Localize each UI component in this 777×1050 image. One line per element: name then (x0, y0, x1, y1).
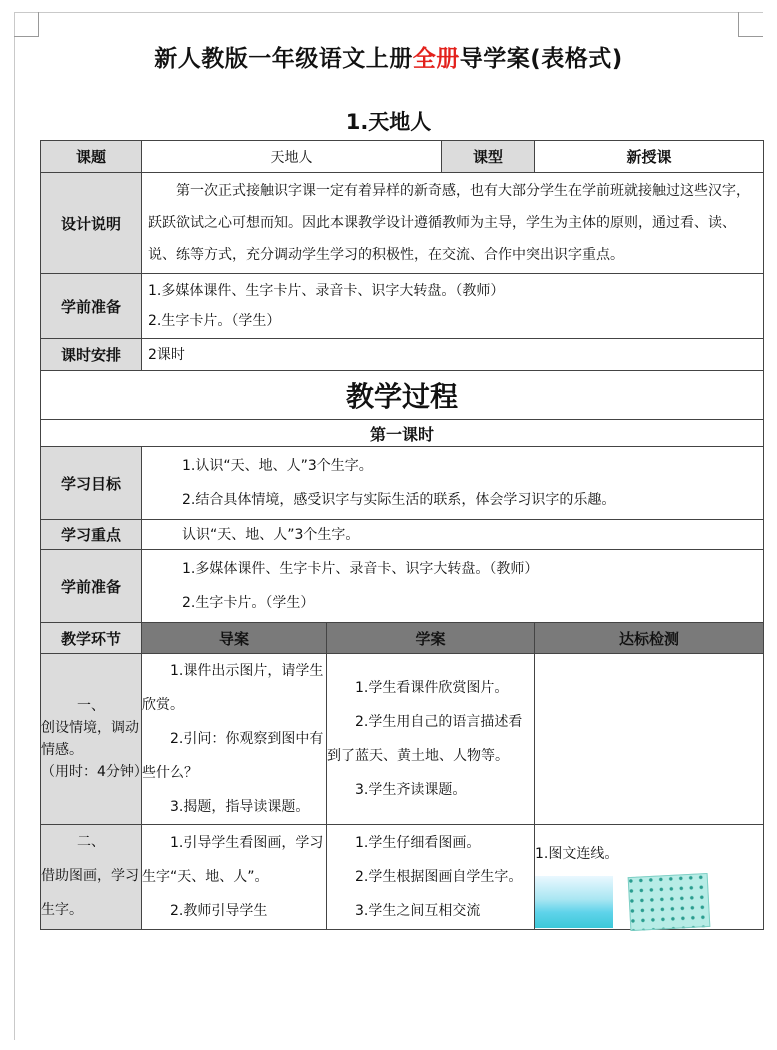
prep-label: 学前准备 (41, 274, 142, 339)
step-check (535, 825, 764, 930)
topic-label: 课题 (41, 141, 142, 173)
topic-value: 天地人 (142, 141, 442, 173)
step-row-1 (41, 654, 764, 825)
header-stage: 教学环节 (41, 623, 142, 654)
crop-mark-top-right (738, 12, 763, 37)
step-guide: 1.引导学生看图画，学习生字“天、地、人”。 2.教师引导学生 (142, 825, 327, 930)
time-value: 2课时 (148, 346, 185, 363)
lesson-title: 1.天地人 (345, 110, 432, 134)
step-stage: 二、 借助图画，学习生字。 (41, 825, 142, 930)
goal-label: 学习目标 (41, 447, 142, 520)
step-row-2 (41, 825, 764, 930)
check-item: 1.图文连线。 (535, 846, 619, 862)
title-highlight: 全册 (412, 46, 460, 72)
word-card-picture (628, 873, 711, 931)
header-learn: 学案 (327, 623, 535, 654)
type-value: 新授课 (535, 141, 764, 173)
step-learn: 1.学生仔细看图画。 2.学生根据图画自学生字。 3.学生之间互相交流 (327, 825, 535, 930)
prep2-line: 1.多媒体课件、生字卡片、录音卡、识字大转盘。（教师） (182, 561, 539, 577)
goal-line: 1.认识“天、地、人”3个生字。 (182, 458, 373, 474)
focus-value: 认识“天、地、人”3个生字。 (182, 526, 360, 543)
sky-picture (535, 876, 613, 928)
design-text: 第一次正式接触识字课一定有着异样的新奇感，也有大部分学生在学前班就接触过这些汉字，跃跃欲试之心可想而知。因此本课教学设计遵循教师为主导，学生为主体的原则，通过看、读、说、练等方式，充分调动学生学习的积极性，在交流、合作中突出识字重点。 (148, 183, 750, 263)
prep2-label: 学前准备 (41, 550, 142, 623)
type-label: 课型 (442, 141, 535, 173)
focus-label: 学习重点 (41, 520, 142, 550)
header-check: 达标检测 (535, 623, 764, 654)
prep-line: 1.多媒体课件、生字卡片、录音卡、识字大转盘。（教师） (148, 283, 505, 299)
step-stage: 一、 创设情境，调动情感。 （用时：4分钟） (41, 654, 142, 825)
design-label: 设计说明 (41, 173, 142, 274)
step-learn: 1.学生看课件欣赏图片。 2.学生用自己的语言描述看到了蓝天、黄土地、人物等。 3.学生齐读课题。 (327, 654, 535, 825)
document-title: 新人教版一年级语文上册全册导学案(表格式) (154, 46, 623, 72)
prep2-line: 2.生字卡片。（学生） (182, 595, 315, 611)
step-guide: 1.课件出示图片，请学生欣赏。 2.引问：你观察到图中有些什么？ 3.揭题，指导读课题。 (142, 654, 327, 825)
step-check (535, 654, 764, 825)
crop-mark-top-left (14, 12, 39, 37)
period-title: 第一课时 (41, 420, 764, 447)
process-title: 教学过程 (41, 371, 764, 420)
goal-line: 2.结合具体情境，感受识字与实际生活的联系，体会学习识字的乐趣。 (182, 492, 616, 508)
time-label: 课时安排 (41, 339, 142, 371)
prep-line: 2.生字卡片。（学生） (148, 313, 281, 329)
lesson-plan-table (40, 140, 764, 930)
header-guide: 导案 (142, 623, 327, 654)
